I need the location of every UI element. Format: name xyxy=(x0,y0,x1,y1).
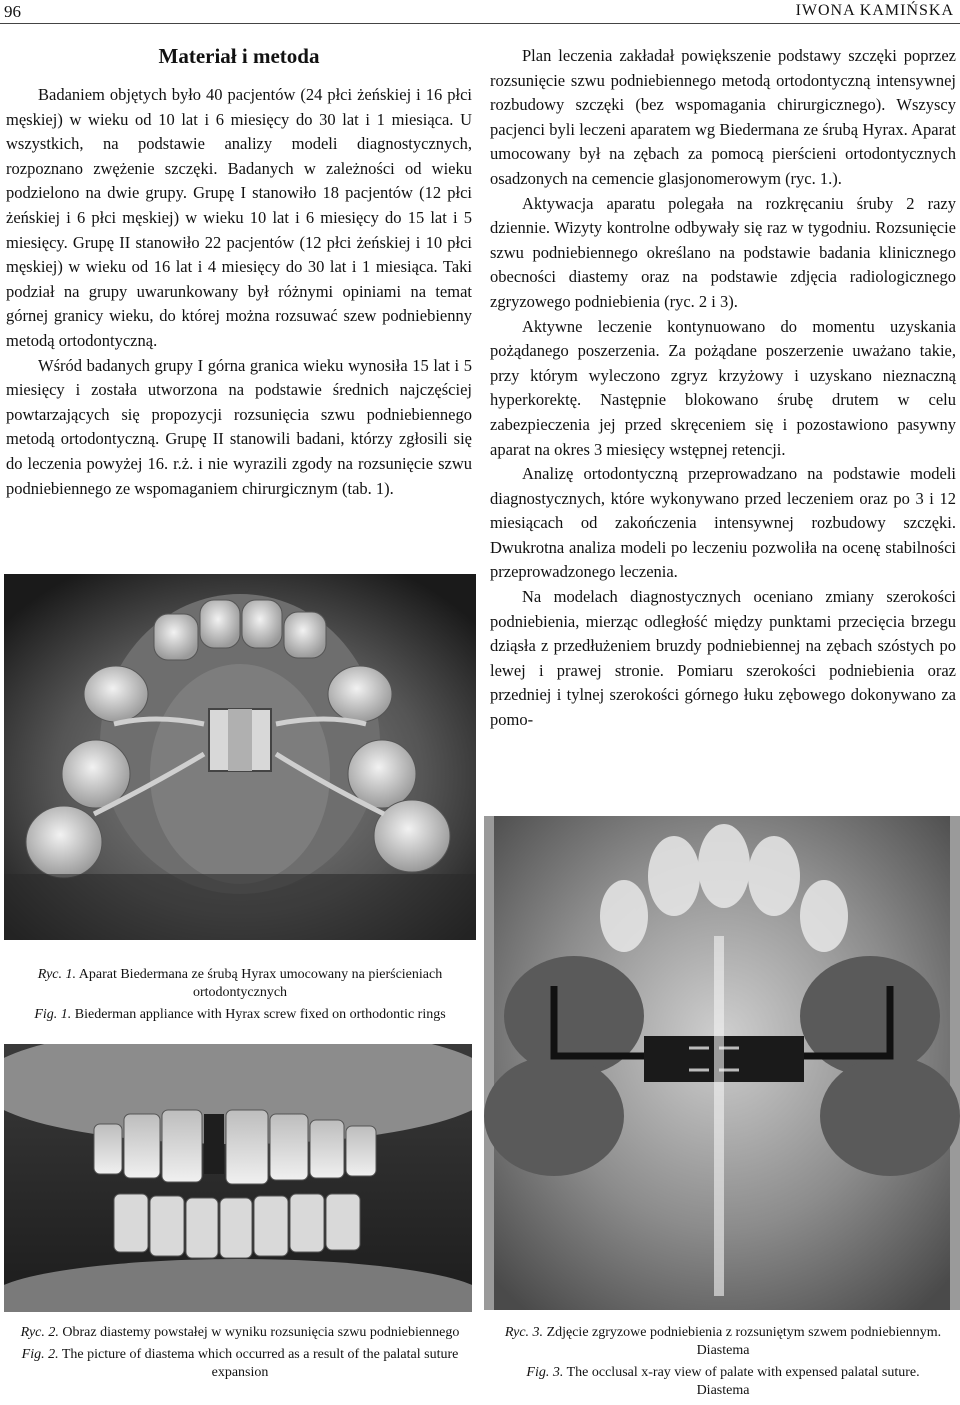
paragraph: Badaniem objętych było 40 pacjentów (24 płci żeńskiej i 16 płci męskiej) w wieku od 10 lat i 6 miesięcy do 30 lat i 1 miesiąca. U wszystkich, na podstawie analizy modeli diagnostycznych, rozpoznano zwężenie szczęki. Badanych w zależności od wieku podzielono na dwie grupy. Grupę I stanowiło 18 pacjentów (12 płci żeńskiej i 6 płci męskiej) w wieku 10 lat i 6 miesięcy do 15 lat i 5 miesięcy. Grupę II stanowiło 22 pacjentów (12 płci żeńskiej i 10 płci męskiej) w wieku od 16 lat i 4 miesięcy do 30 lat i 1 miesiąca. Taki podział na grupy uwarunkowany był różnymi opiniami na temat górnej granicy wieku, do której można rozsuwać szew podniebienny metodą ortodontyczną. xyxy=(6,85,472,350)
caption-text: The picture of diastema which occurred as a result of the palatal suture expansion xyxy=(61,1347,459,1380)
caption-label: Ryc. 2. xyxy=(20,1325,59,1340)
figure-2-caption xyxy=(14,1324,466,1386)
figure-1-photo xyxy=(4,574,476,940)
caption-label: Fig. 3. xyxy=(526,1365,564,1380)
section-title: Materiał i metoda xyxy=(158,44,320,68)
running-head-author: IWONA KAMIŃSKA xyxy=(795,2,954,19)
right-text-column xyxy=(490,44,956,733)
page-number: 96 xyxy=(4,2,21,21)
caption-label: Ryc. 3. xyxy=(504,1325,544,1340)
header-rule xyxy=(0,23,960,24)
caption-text: The occlusal x-ray view of palate with expensed palatal suture. Diastema xyxy=(566,1365,920,1398)
caption-text: Biederman appliance with Hyrax screw fixed on orthodontic rings xyxy=(74,1007,446,1022)
paragraph: Plan leczenia zakładał powiększenie podstawy szczęki poprzez rozsunięcie szwu podniebiennego metodą ortodontyczną intensywnej rozbudowy szczęki (bez wspomagania chirurgicznego). Wszyscy pacjenci byli leczeni aparatem wg Biedermana ze śrubą Hyrax. Aparat umocowany był na zębach za pomocą pierścieni ortodontycznych osadzonych na cemencie glasjonomerowym (ryc. 1.). xyxy=(490,46,956,188)
paragraph: Analizę ortodontyczną przeprowadzano na podstawie modeli diagnostycznych, które wykonywano przed leczeniem oraz po 3 i 12 miesiącach od zakończenia intensywnej rozbudowy szczęki. Dwukrotna analiza modeli po leczeniu pozwoliła na ocenę stabilności przeprowadzonego leczenia. xyxy=(490,464,956,582)
paragraph: Aktywne leczenie kontynuowano do momentu uzyskania pożądanego poszerzenia. Za pożądane poszerzenie uważano takie, przy którym wyleczono zgryz krzyżowy i uzyskano nieznaczną hyperkorektę. Następnie blokowano śrubę drutem w celu zabezpieczenia jej przed skręceniem się i pozostawiono pasywny aparat na okres 3 miesięcy wstępnej retencji. xyxy=(490,316,956,459)
caption-label: Ryc. 1. xyxy=(37,967,77,982)
figure-3-caption xyxy=(500,1324,946,1404)
caption-text: Zdjęcie zgryzowe podniebienia z rozsuniętym szwem podniebiennym. Diastema xyxy=(546,1325,942,1358)
page-header xyxy=(0,0,960,24)
caption-label: Fig. 1. xyxy=(34,1007,72,1022)
paragraph: Wśród badanych grupy I górna granica wieku wynosiła 15 lat i 5 miesięcy i została utworzona na podstawie średnich najczęściej powtarzających się propozycji rozsunięcia szwu podniebiennego metodą ortodontyczną. Grupę II stanowili badani, którzy zgłosili się do leczenia powyżej 16. r.ż. i nie wyrazili zgody na rozsunięcie szwu podniebiennego ze wspomaganiem chirurgicznym (tab. 1). xyxy=(6,355,472,498)
caption-label: Fig. 2. xyxy=(21,1347,59,1362)
left-text-column xyxy=(6,44,472,501)
figure-3-xray xyxy=(484,816,960,1310)
caption-text: Aparat Biedermana ze śrubą Hyrax umocowany na pierścieniach ortodontycznych xyxy=(78,967,443,1000)
figure-1-caption xyxy=(14,966,466,1028)
figure-2-photo xyxy=(4,1044,472,1312)
paragraph: Aktywacja aparatu polegała na rozkręcaniu śruby 2 razy dziennie. Wizyty kontrolne odbywały się raz w tygodniu. Rozsunięcie szwu podniebiennego określano na podstawie badania klinicznego obecności diastemy oraz na podstawie zdjęcia radiologicznego zgryzowego podniebienia (ryc. 2 i 3). xyxy=(490,193,956,311)
caption-text: Obraz diastemy powstałej w wyniku rozsunięcia szwu podniebiennego xyxy=(62,1325,460,1340)
paragraph: Na modelach diagnostycznych oceniano zmiany szerokości podniebienia, mierząc odległość między punktami przecięcia brzegu dziąsła z przedłużeniem bruzdy podniebiennej na zębach szóstych po lewej i prawej stronie. Pomiaru szerokości podniebienia oraz przedniej i tylnej szerokości górnego łuku zębowego dokonywano za pomo- xyxy=(490,587,956,730)
